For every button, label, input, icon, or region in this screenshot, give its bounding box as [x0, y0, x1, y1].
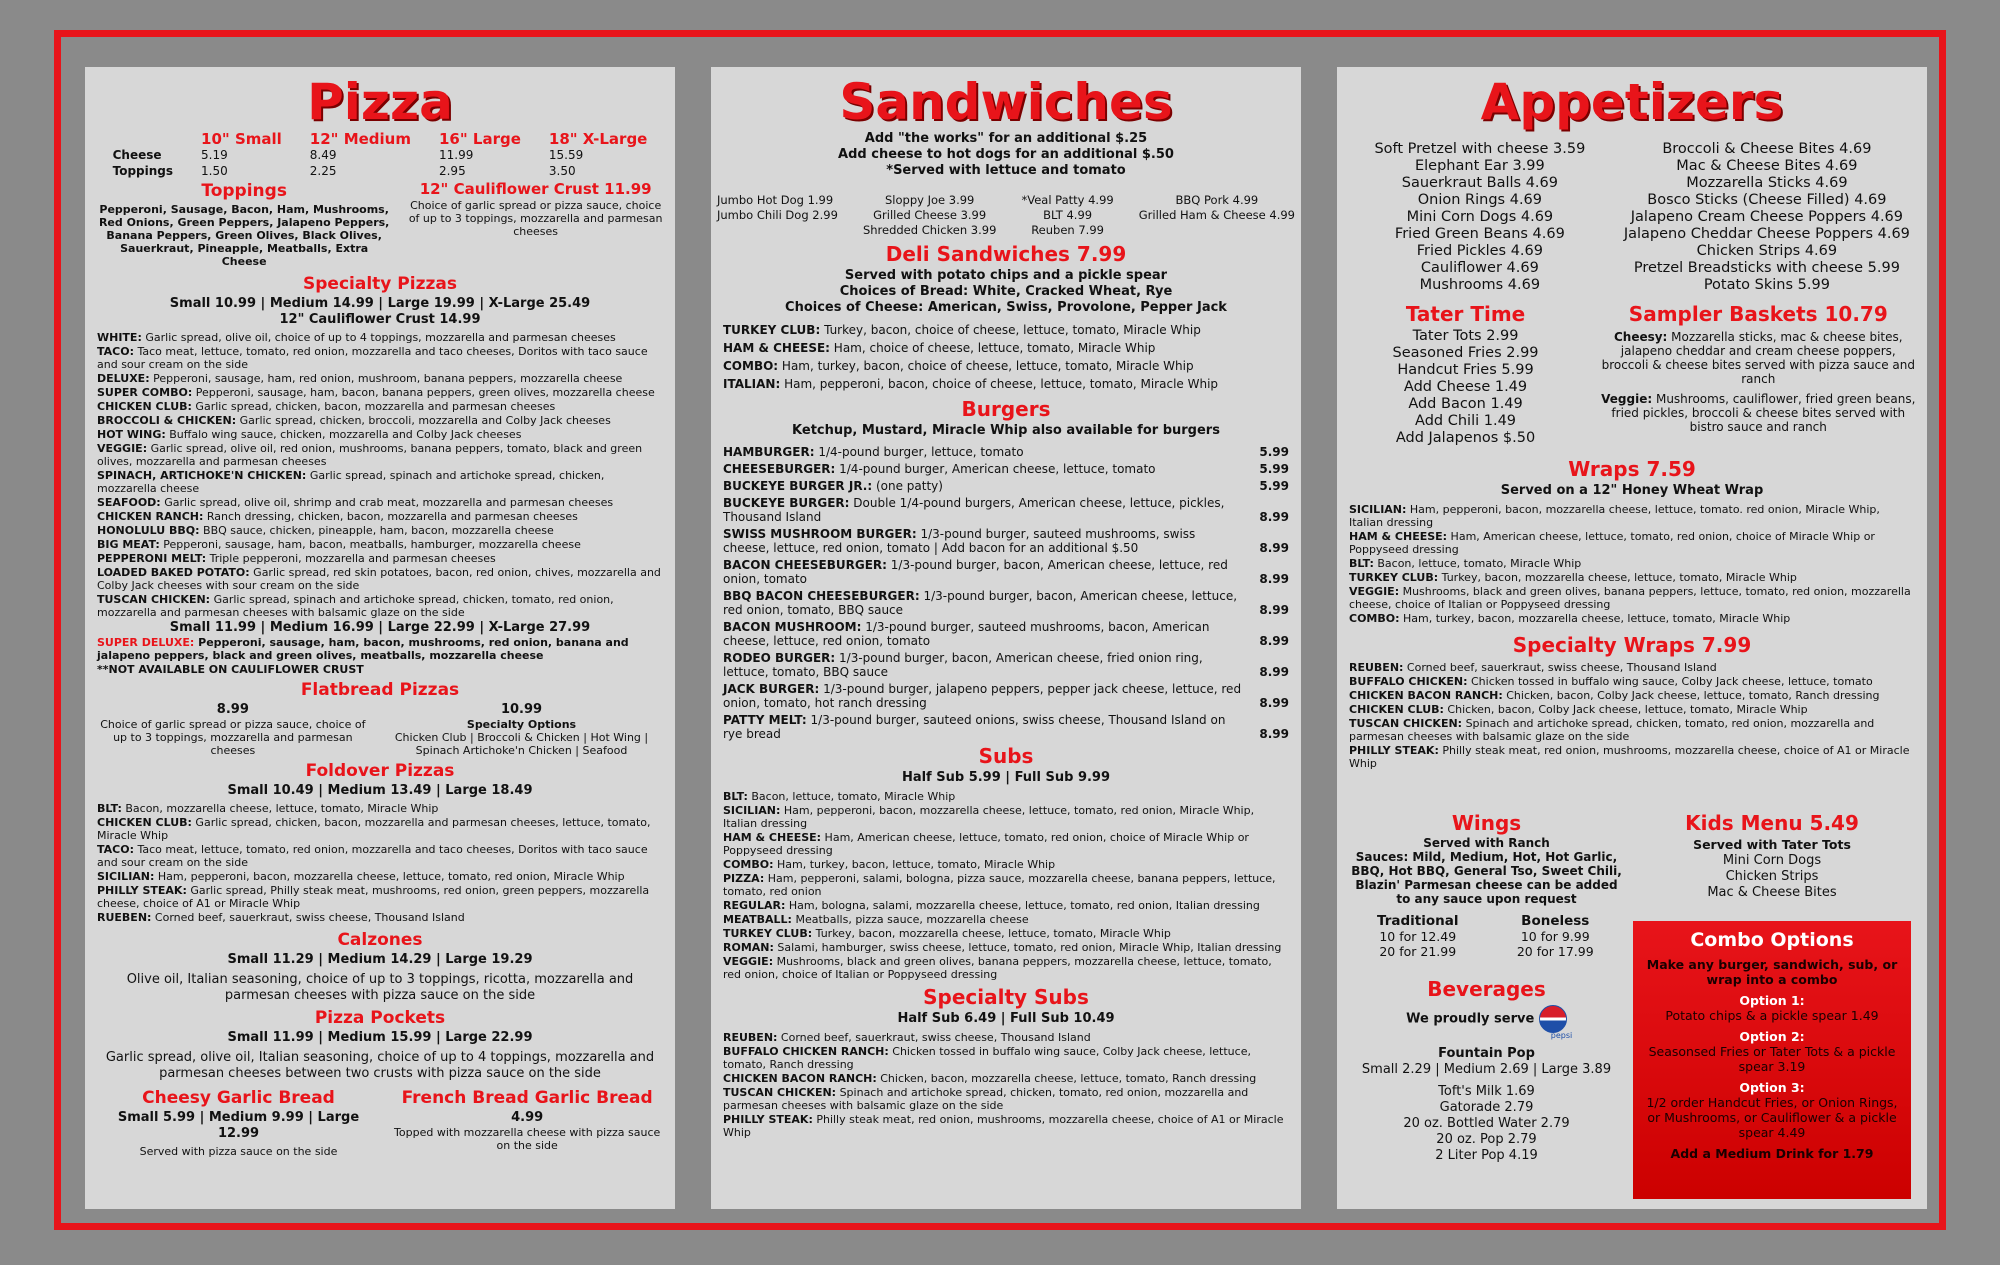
- list-item: TUSCAN CHICKEN: Spinach and artichoke spread, chicken, tomato, red onion, mozzarella and parmesan cheeses with balsamic glaze on the side: [1349, 717, 1875, 743]
- deli-note: Served with potato chips and a pickle spear: [844, 268, 1168, 283]
- menu-frame: [54, 30, 1946, 1230]
- menu-item: Broccoli & Cheese Bites 4.69: [1662, 141, 1872, 157]
- pepsi-logo-icon: [1539, 1005, 1567, 1033]
- burgers-note: Ketchup, Mustard, Miracle Whip also available for burgers: [792, 423, 1220, 438]
- list-item: BIG MEAT: Pepperoni, sausage, ham, bacon, meatballs, hamburger, mozzarella cheese: [97, 538, 581, 551]
- list-item: TACO: Taco meat, lettuce, tomato, red onion, mozzarella and taco cheeses, Doritos with taco sauce and sour cream on the side: [97, 345, 648, 371]
- combo-option-2: Option 2: Seasonsed Fries or Tater Tots & a pickle spear 3.19: [1648, 1029, 1896, 1074]
- menu-item: Tater Tots 2.99: [1412, 328, 1519, 344]
- kids-note: Served with Tater Tots: [1693, 837, 1851, 852]
- sandwiches-title: Sandwiches: [839, 73, 1173, 131]
- list-item: CHICKEN RANCH: Ranch dressing, chicken, bacon, mozzarella and parmesan cheeses: [97, 510, 578, 523]
- list-item: PHILLY STEAK: Garlic spread, Philly steak meat, mushrooms, red onion, green peppers, mozzarella cheese, choice of A1 or Miracle Whip: [97, 884, 650, 910]
- menu-item: Mini Corn Dogs: [1722, 853, 1822, 868]
- tater-time: [1345, 300, 1586, 447]
- menu-item: Jumbo Hot Dog 1.99: [717, 193, 834, 207]
- list-item: CHICKEN CLUB: Garlic spread, chicken, bacon, mozzarella and parmesan cheeses: [97, 400, 556, 413]
- hotdog-note: Add cheese to hot dogs for an additional $.50: [838, 147, 1174, 162]
- menu-item: Fried Pickles 4.69: [1416, 243, 1543, 259]
- menu-item: Handcut Fries 5.99: [1397, 362, 1534, 378]
- fountain-heading: Fountain Pop: [1438, 1046, 1535, 1061]
- flatbread-specialty-desc: Chicken Club | Broccoli & Chicken | Hot Wing | Spinach Artichoke'n Chicken | Seafood: [394, 731, 649, 757]
- menu-item: 2 Liter Pop 4.19: [1435, 1148, 1538, 1163]
- list-item: TACO: Taco meat, lettuce, tomato, red onion, mozzarella and taco cheeses, Doritos with taco sauce and sour cream on the side: [97, 843, 648, 869]
- list-item: BACON MUSHROOM: 1/3-pound burger, sauteed mushrooms, bacon, American cheese, lettuce, red onion, tomato 8.99: [723, 620, 1289, 648]
- flatbread-price: 8.99: [216, 702, 249, 717]
- topping-price: 1.50: [201, 164, 228, 178]
- combo-option-3: Option 3: 1/2 order Handcut Fries, or Onion Rings, or Mushrooms, or Cauliflower & a pickle spear 4.49: [1646, 1080, 1898, 1140]
- list-item: REUBEN: Corned beef, sauerkraut, swiss cheese, Thousand Island: [1349, 661, 1717, 674]
- topping-price: 2.95: [438, 164, 466, 178]
- deli-heading: Deli Sandwiches 7.99: [885, 242, 1127, 266]
- menu-item: Mini Corn Dogs 4.69: [1406, 209, 1554, 225]
- pockets-desc: Garlic spread, olive oil, Italian seasoning, choice of up to 4 toppings, mozzarella and parmesan cheeses between two crusts with pizza sauce on the side: [105, 1050, 655, 1081]
- menu-item: BBQ Pork 4.99: [1175, 193, 1259, 207]
- menu-item: Chicken Strips 4.69: [1696, 243, 1838, 259]
- fountain-prices: Small 2.29 | Medium 2.69 | Large 3.89: [1361, 1062, 1612, 1077]
- hot-items: [711, 193, 1301, 238]
- list-item: ROMAN: Salami, hamburger, swiss cheese, lettuce, tomato, red onion, Miracle Whip, Italian dressing: [723, 941, 1282, 954]
- cheese-price: 11.99: [438, 148, 474, 162]
- cheese-price: 8.49: [309, 148, 337, 162]
- list-item: ITALIAN: Ham, pepperoni, bacon, choice of cheese, lettuce, tomato, Miracle Whip: [723, 377, 1219, 391]
- menu-item: Sloppy Joe 3.99: [885, 193, 975, 207]
- french-garlic-bread: [391, 1086, 663, 1158]
- super-deluxe-prices: Small 11.99 | Medium 16.99 | Large 22.99 | X-Large 27.99: [169, 620, 591, 635]
- list-item: SUPER DELUXE: Pepperoni, sausage, ham, bacon, mushrooms, red onion, banana and jalapeno peppers, black and green olives, meatballs, mozzarella cheese: [97, 636, 629, 662]
- served-note: *Served with lettuce and tomato: [886, 163, 1126, 178]
- menu-item: *Veal Patty 4.99: [1021, 193, 1114, 207]
- hot-col: [1021, 193, 1113, 238]
- topping-price: 3.50: [548, 164, 576, 178]
- list-item: DELUXE: Pepperoni, sausage, ham, red onion, mushroom, banana peppers, mozzarella cheese: [97, 372, 623, 385]
- list-item: COMBO: Ham, turkey, bacon, lettuce, tomato, Miracle Whip: [723, 858, 1056, 871]
- specialty-pizzas-heading: Specialty Pizzas: [303, 274, 457, 294]
- wraps-heading: Wraps 7.59: [1568, 457, 1696, 481]
- size-small: 10" Small: [201, 130, 282, 148]
- cheese-price: 15.59: [548, 148, 584, 162]
- kids-heading: Kids Menu 5.49: [1685, 811, 1859, 835]
- wings-bone-label: Boneless: [1521, 913, 1590, 929]
- menu-item: Elephant Ear 3.99: [1414, 158, 1545, 174]
- french-price: 4.99: [511, 1110, 544, 1125]
- combo-drink: Add a Medium Drink for 1.79: [1670, 1146, 1874, 1161]
- combo-options-box: [1633, 921, 1911, 1199]
- cauliflower-heading: 12" Cauliflower Crust 11.99: [419, 180, 652, 198]
- list-item: JACK BURGER: 1/3-pound burger, jalapeno peppers, pepper jack cheese, lettuce, red onion, tomato, hot ranch dressing 8.99: [723, 682, 1289, 710]
- wraps-list: [1337, 503, 1927, 625]
- menu-item: 20 for 17.99: [1516, 944, 1594, 959]
- list-item: TURKEY CLUB: Turkey, bacon, choice of cheese, lettuce, tomato, Miracle Whip: [723, 323, 1201, 337]
- list-item: COMBO: Ham, turkey, bacon, choice of cheese, lettuce, tomato, Miracle Whip: [723, 359, 1194, 373]
- list-item: REGULAR: Ham, bologna, salami, mozzarella cheese, lettuce, tomato, red onion, Italian dressing: [723, 899, 1260, 912]
- menu-item: Mushrooms 4.69: [1419, 277, 1541, 293]
- menu-item: Chicken Strips: [1725, 869, 1819, 884]
- burgers-list: [711, 445, 1301, 741]
- list-item: HOT WING: Buffalo wing sauce, chicken, mozzarella and Colby Jack cheeses: [97, 428, 522, 441]
- menu-item: Sauerkraut Balls 4.69: [1401, 175, 1558, 191]
- wings-heading: Wings: [1451, 811, 1522, 835]
- list-item: SICILIAN: Ham, pepperoni, bacon, mozzarella cheese, lettuce, tomato. red onion, Miracle Whip, Italian dressing: [1349, 503, 1880, 529]
- burgers-heading: Burgers: [961, 397, 1051, 421]
- menu-item: Add Chili 1.49: [1415, 413, 1517, 429]
- list-item: REUBEN: Corned beef, sauerkraut, swiss cheese, Thousand Island: [723, 1031, 1091, 1044]
- toppings-row: [85, 179, 675, 268]
- list-item: HAM & CHEESE: Ham, choice of cheese, lettuce, tomato, Miracle Whip: [723, 341, 1156, 355]
- combo-heading: Combo Options: [1690, 929, 1854, 951]
- specialty-cauli-price: 12" Cauliflower Crust 14.99: [279, 312, 481, 327]
- cheesy-desc: Served with pizza sauce on the side: [139, 1145, 338, 1158]
- menu-item: Add Jalapenos $.50: [1395, 430, 1536, 446]
- hot-col: [863, 193, 996, 238]
- toppings-list: Pepperoni, Sausage, Bacon, Ham, Mushrooms, Red Onions, Green Peppers, Jalapeno Peppers, Banana Peppers, Green Olives, Black Olives, Sauerkraut, Pineapple, Meatballs, Extra Cheese: [98, 203, 390, 268]
- list-item: BUCKEYE BURGER: Double 1/4-pound burgers, American cheese, lettuce, pickles, Thousand Island 8.99: [723, 496, 1289, 524]
- pizza-title: Pizza: [307, 73, 453, 131]
- calzones-prices: Small 11.29 | Medium 14.29 | Large 19.29: [227, 952, 533, 967]
- menu-item: Reuben 7.99: [1031, 223, 1104, 237]
- calzones-heading: Calzones: [337, 930, 423, 950]
- toppings-heading: Toppings: [201, 181, 287, 201]
- specialty-prices: Small 10.99 | Medium 14.99 | Large 19.99 | X-Large 25.49: [169, 296, 591, 311]
- wings-traditional: [1349, 914, 1487, 959]
- menu-item: Add Cheese 1.49: [1403, 379, 1528, 395]
- toppings-label: Toppings: [112, 164, 174, 178]
- calzones-desc: Olive oil, Italian seasoning, choice of up to 3 toppings, ricotta, mozzarella and parmesan cheeses with pizza sauce on the side: [126, 972, 634, 1003]
- deli-bread: Choices of Bread: White, Cracked Wheat, Rye: [839, 284, 1173, 299]
- list-item: BLT: Bacon, lettuce, tomato, Miracle Whip: [723, 790, 956, 803]
- specialty-wraps-heading: Specialty Wraps 7.99: [1512, 633, 1752, 657]
- menu-item: 20 oz. Pop 2.79: [1436, 1132, 1537, 1147]
- deli-list: [711, 322, 1301, 393]
- list-item: SUPER COMBO: Pepperoni, sausage, ham, bacon, banana peppers, green olives, mozzarella cheese: [97, 386, 655, 399]
- wraps-note: Served on a 12" Honey Wheat Wrap: [1500, 483, 1764, 498]
- appetizer-list-right: [1615, 141, 1919, 294]
- menu-item: 20 oz. Bottled Water 2.79: [1403, 1116, 1570, 1131]
- menu-item: Onion Rings 4.69: [1417, 192, 1542, 208]
- sampler-cheesy: Cheesy: Mozzarella sticks, mac & cheese bites, jalapeno cheddar and cream cheese poppers, broccoli & cheese bites served with pizza sauce and ranch: [1601, 330, 1915, 386]
- list-item: BUFFALO CHICKEN RANCH: Chicken tossed in buffalo wing sauce, Colby Jack cheese, lettuce, tomato, Ranch dressing: [723, 1045, 1251, 1071]
- flatbread-specialty: [380, 702, 663, 757]
- deli-cheese: Choices of Cheese: American, Swiss, Provolone, Pepper Jack: [785, 300, 1227, 315]
- subs-heading: Subs: [978, 744, 1034, 768]
- specialty-wraps-list: [1337, 661, 1927, 770]
- super-deluxe: [85, 636, 675, 676]
- pizza-size-table: [99, 131, 662, 179]
- list-item: SEAFOOD: Garlic spread, olive oil, shrimp and crab meat, mozzarella and parmesan cheeses: [97, 496, 614, 509]
- menu-item: 20 for 21.99: [1379, 944, 1457, 959]
- list-item: BLT: Bacon, lettuce, tomato, Miracle Whip: [1349, 557, 1582, 570]
- list-item: CHICKEN BACON RANCH: Chicken, bacon, mozzarella cheese, lettuce, tomato, Ranch dressing: [723, 1072, 1257, 1085]
- list-item: WHITE: Garlic spread, olive oil, choice of up to 4 toppings, mozzarella and parmesan cheeses: [97, 331, 616, 344]
- appetizers-column: [1337, 67, 1927, 1209]
- flatbread-specialty-price: 10.99: [500, 702, 543, 717]
- wings-trad-label: Traditional: [1377, 913, 1459, 929]
- list-item: CHEESEBURGER: 1/4-pound burger, American cheese, lettuce, tomato 5.99: [723, 462, 1289, 476]
- flatbread-basic: [97, 702, 369, 757]
- specialty-subs-heading: Specialty Subs: [923, 985, 1089, 1009]
- list-item: PEPPERONI MELT: Triple pepperoni, mozzarella and parmesan cheeses: [97, 552, 496, 565]
- menu-item: Grilled Ham & Cheese 4.99: [1138, 208, 1295, 222]
- appetizer-list-left: [1345, 141, 1615, 294]
- wings-block: [1349, 809, 1624, 1164]
- list-item: RUEBEN: Corned beef, sauerkraut, swiss cheese, Thousand Island: [97, 911, 465, 924]
- combo-intro: Make any burger, sandwich, sub, or wrap into a combo: [1646, 957, 1898, 987]
- flatbread-row: [85, 702, 675, 757]
- menu-item: Cauliflower 4.69: [1420, 260, 1539, 276]
- cheese-label: Cheese: [112, 148, 162, 162]
- flatbread-heading: Flatbread Pizzas: [300, 680, 460, 700]
- list-item: BACON CHEESEBURGER: 1/3-pound burger, bacon, American cheese, lettuce, red onion, tomato 8.99: [723, 558, 1289, 586]
- appetizers-title: Appetizers: [1480, 73, 1784, 131]
- menu-item: Add Bacon 1.49: [1408, 396, 1523, 412]
- list-item: PATTY MELT: 1/3-pound burger, sauteed onions, swiss cheese, Thousand Island on rye bread 8.99: [723, 713, 1289, 741]
- menu-item: Shredded Chicken 3.99: [862, 223, 997, 237]
- beverages-heading: Beverages: [1427, 977, 1546, 1001]
- garlic-bread-row: [85, 1086, 675, 1158]
- list-item: PIZZA: Ham, pepperoni, salami, bologna, pizza sauce, mozzarella cheese, banana peppers, lettuce, tomato, red onion: [723, 872, 1276, 898]
- hot-col: [717, 193, 838, 238]
- flatbread-desc: Choice of garlic spread or pizza sauce, choice of up to 3 toppings, mozzarella and parmesan cheeses: [100, 718, 366, 757]
- cheesy-garlic-bread: [97, 1086, 380, 1158]
- tater-heading: Tater Time: [1405, 302, 1526, 326]
- topping-price: 2.25: [309, 164, 337, 178]
- flatbread-specialty-title: Specialty Options: [466, 718, 577, 731]
- list-item: TURKEY CLUB: Turkey, bacon, mozzarella cheese, lettuce, tomato, Miracle Whip: [723, 927, 1171, 940]
- specialty-list: [85, 331, 675, 619]
- list-item: RODEO BURGER: 1/3-pound burger, bacon, American cheese, fried onion ring, lettuce, tomato, BBQ sauce 8.99: [723, 651, 1289, 679]
- menu-item: Bosco Sticks (Cheese Filled) 4.69: [1647, 192, 1887, 208]
- list-item: TUSCAN CHICKEN: Spinach and artichoke spread, chicken, tomato, red onion, mozzarella and parmesan cheeses with balsamic glaze on the side: [723, 1086, 1249, 1112]
- list-item: HAMBURGER: 1/4-pound burger, lettuce, tomato 5.99: [723, 445, 1289, 459]
- pockets-prices: Small 11.99 | Medium 15.99 | Large 22.99: [227, 1030, 533, 1045]
- list-item: SWISS MUSHROOM BURGER: 1/3-pound burger, sauteed mushrooms, swiss cheese, lettuce, red onion, tomato | Add bacon for an additional $.50 8.99: [723, 527, 1289, 555]
- pepsi-line: We proudly serve: [1349, 1005, 1624, 1033]
- menu-item: Jalapeno Cheddar Cheese Poppers 4.69: [1623, 226, 1910, 242]
- kids-menu: [1633, 809, 1911, 901]
- french-desc: Topped with mozzarella cheese with pizza sauce on the side: [394, 1126, 661, 1152]
- cheesy-heading: Cheesy Garlic Bread: [142, 1088, 335, 1108]
- wings-note: Served with Ranch: [1423, 836, 1550, 850]
- list-item: SICILIAN: Ham, pepperoni, bacon, mozzarella cheese, lettuce, tomato, red onion, Miracle Whip, Italian dressing: [723, 804, 1255, 830]
- list-item: TUSCAN CHICKEN: Garlic spread, spinach and artichoke spread, chicken, tomato, red onion, mozzarella and parmesan cheeses with balsamic glaze on the side: [97, 593, 614, 619]
- menu-item: Grilled Cheese 3.99: [873, 208, 987, 222]
- list-item: PHILLY STEAK: Philly steak meat, red onion, mushrooms, mozzarella cheese, choice of A1 or Miracle Whip: [723, 1113, 1284, 1139]
- cheesy-prices: Small 5.99 | Medium 9.99 | Large 12.99: [117, 1110, 360, 1141]
- list-item: CHICKEN CLUB: Chicken, bacon, Colby Jack cheese, lettuce, tomato, Miracle Whip: [1349, 703, 1808, 716]
- specialty-subs-prices: Half Sub 6.49 | Full Sub 10.49: [897, 1011, 1115, 1026]
- wings-boneless: [1487, 914, 1625, 959]
- menu-item: Mac & Cheese Bites 4.69: [1676, 158, 1858, 174]
- list-item: SICILIAN: Ham, pepperoni, bacon, mozzarella cheese, lettuce, tomato, red onion, Miracle Whip: [97, 870, 625, 883]
- subs-prices: Half Sub 5.99 | Full Sub 9.99: [901, 770, 1111, 785]
- menu-item: Jumbo Chili Dog 2.99: [717, 208, 838, 222]
- list-item: BUCKEYE BURGER JR.: (one patty) 5.99: [723, 479, 1289, 493]
- list-item: MEATBALL: Meatballs, pizza sauce, mozzarella cheese: [723, 913, 1029, 926]
- sampler-heading: Sampler Baskets 10.79: [1628, 302, 1888, 326]
- sampler-veggie: Veggie: Mushrooms, cauliflower, fried green beans, fried pickles, broccoli & cheese bites served with bistro sauce and ranch: [1601, 392, 1916, 434]
- pockets-heading: Pizza Pockets: [314, 1008, 446, 1028]
- menu-item: Soft Pretzel with cheese 3.59: [1374, 141, 1586, 157]
- hot-col: [1139, 193, 1295, 238]
- list-item: COMBO: Ham, turkey, bacon, mozzarella cheese, lettuce, tomato, Miracle Whip: [1349, 612, 1791, 625]
- list-item: LOADED BAKED POTATO: Garlic spread, red skin potatoes, bacon, red onion, chives, mozzarella and Colby Jack cheeses with sour cream on the side: [97, 566, 661, 592]
- menu-item: Pretzel Breadsticks with cheese 5.99: [1633, 260, 1900, 276]
- menu-item: BLT 4.99: [1043, 208, 1093, 222]
- menu-item: Potato Skins 5.99: [1703, 277, 1830, 293]
- pepsi-text: pepsi: [1550, 1031, 1573, 1040]
- list-item: VEGGIE: Mushrooms, black and green olives, banana peppers, lettuce, tomato, red onion, mozzarella cheese, choice of Italian or Poppyseed dressing: [1349, 585, 1911, 611]
- list-item: BUFFALO CHICKEN: Chicken tossed in buffalo wing sauce, Colby Jack cheese, lettuce, tomato: [1349, 675, 1873, 688]
- wings-prices: [1349, 914, 1624, 959]
- menu-item: 10 for 12.49: [1379, 929, 1457, 944]
- foldover-heading: Foldover Pizzas: [305, 761, 455, 781]
- list-item: CHICKEN CLUB: Garlic spread, chicken, bacon, mozzarella and parmesan cheeses, lettuce, tomato, Miracle Whip: [97, 816, 651, 842]
- menu-item: Toft's Milk 1.69: [1438, 1084, 1535, 1099]
- specialty-subs-list: [711, 1031, 1301, 1139]
- size-medium: 12" Medium: [309, 130, 411, 148]
- tater-sampler-row: [1337, 300, 1927, 447]
- menu-item: Jalapeno Cream Cheese Poppers 4.69: [1630, 209, 1904, 225]
- menu-item: Gatorade 2.79: [1439, 1100, 1534, 1115]
- cauliflower-block: [408, 179, 663, 268]
- size-large: 16" Large: [438, 130, 521, 148]
- toppings-block: [97, 179, 391, 268]
- list-item: VEGGIE: Mushrooms, black and green olives, banana peppers, mozzarella cheese, lettuce, tomato, red onion, choice of Italian or Poppyseed dressing: [723, 955, 1272, 981]
- list-item: HAM & CHEESE: Ham, American cheese, lettuce, tomato, red onion, choice of Miracle Whip or Poppyseed dressing: [723, 831, 1249, 857]
- menu-item: Mozzarella Sticks 4.69: [1686, 175, 1848, 191]
- list-item: CHICKEN BACON RANCH: Chicken, bacon, Colby Jack cheese, lettuce, tomato, Ranch dressing: [1349, 689, 1880, 702]
- list-item: SPINACH, ARTICHOKE'N CHICKEN: Garlic spread, spinach and artichoke spread, chicken, mozzarella cheese: [97, 469, 605, 495]
- menu-item: 10 for 9.99: [1520, 929, 1590, 944]
- list-item: VEGGIE: Garlic spread, olive oil, red onion, mushrooms, banana peppers, tomato, black and green olives, mozzarella and parmesan cheeses: [97, 442, 643, 468]
- list-item: PHILLY STEAK: Philly steak meat, red onion, mushrooms, mozzarella cheese, choice of A1 or Miracle Whip: [1349, 744, 1910, 770]
- foldover-prices: Small 10.49 | Medium 13.49 | Large 18.49: [227, 783, 533, 798]
- appetizer-lists: [1337, 141, 1927, 294]
- cauliflower-desc: Choice of garlic spread or pizza sauce, choice of up to 3 toppings, mozzarella and parmesan cheeses: [408, 199, 663, 238]
- menu-item: Fried Green Beans 4.69: [1394, 226, 1565, 242]
- list-item: BLT: Bacon, mozzarella cheese, lettuce, tomato, Miracle Whip: [97, 802, 439, 815]
- combo-option-1: Option 1: Potato chips & a pickle spear 1.49: [1665, 993, 1879, 1023]
- sampler-baskets: [1598, 300, 1919, 447]
- size-xlarge: 18" X-Large: [548, 130, 648, 148]
- sandwiches-column: [711, 67, 1301, 1209]
- list-item: BBQ BACON CHEESEBURGER: 1/3-pound burger, bacon, American cheese, lettuce, red onion, tomato, BBQ sauce 8.99: [723, 589, 1289, 617]
- french-heading: French Bread Garlic Bread: [401, 1088, 653, 1108]
- menu-item: Seasoned Fries 2.99: [1392, 345, 1539, 361]
- list-item: HONOLULU BBQ: BBQ sauce, chicken, pineapple, ham, bacon, mozzarella cheese: [97, 524, 554, 537]
- works-note: Add "the works" for an additional $.25: [864, 131, 1148, 146]
- subs-list: [711, 790, 1301, 981]
- list-item: TURKEY CLUB: Turkey, bacon, mozzarella cheese, lettuce, tomato, Miracle Whip: [1349, 571, 1797, 584]
- wings-sauces: Sauces: Mild, Medium, Hot, Hot Garlic, BBQ, Hot BBQ, General Tso, Sweet Chili, Blazin' Parmesan cheese can be added to any sauce upon request: [1351, 850, 1622, 906]
- menu-item: Mac & Cheese Bites: [1707, 885, 1837, 900]
- super-note: **NOT AVAILABLE ON CAULIFLOWER CRUST: [97, 663, 364, 676]
- foldover-list: [85, 802, 675, 924]
- list-item: HAM & CHEESE: Ham, American cheese, lettuce, tomato, red onion, choice of Miracle Whip or Poppyseed dressing: [1349, 530, 1875, 556]
- list-item: BROCCOLI & CHICKEN: Garlic spread, chicken, broccoli, mozzarella and Colby Jack cheeses: [97, 414, 611, 427]
- pizza-column: [85, 67, 675, 1209]
- cheese-price: 5.19: [201, 148, 228, 162]
